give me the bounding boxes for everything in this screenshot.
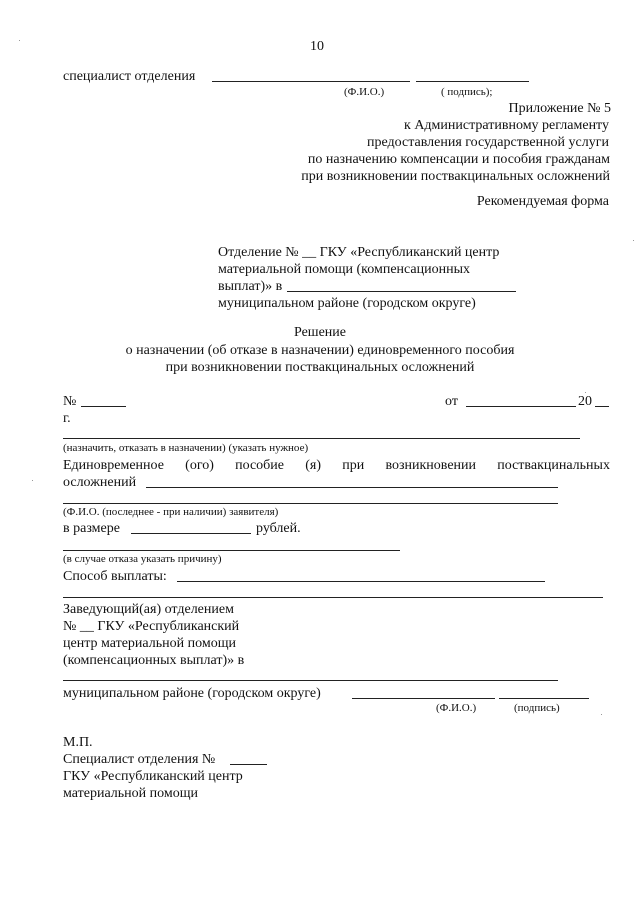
footer-line-3: материальной помощи xyxy=(63,786,198,801)
specialist-signature-line xyxy=(416,81,529,82)
lump-word: возникновении xyxy=(385,458,477,473)
appendix-title: Приложение № 5 xyxy=(508,101,611,116)
decision-subtitle-2: при возникновении поствакцинальных осложнений xyxy=(165,360,475,375)
appendix-line-5: при возникновении поствакцинальных осложнений xyxy=(301,169,610,184)
complications-label: осложнений xyxy=(63,475,137,490)
appendix-line-3: предоставления государственной услуги xyxy=(367,135,609,150)
lump-word: Единовременное xyxy=(63,458,164,473)
lump-sum-line xyxy=(63,457,610,474)
applicant-fio-caption: (Ф.И.О. (последнее - при наличии) заявителя) xyxy=(63,506,279,518)
year-prefix: 20 xyxy=(578,394,592,409)
lump-word: (я) xyxy=(305,458,322,473)
office-line-3: выплат)» в xyxy=(218,279,283,294)
rubles-label: рублей. xyxy=(256,521,301,536)
payment-line xyxy=(177,581,545,582)
scan-speck xyxy=(633,240,634,241)
footer-line-2: ГКУ «Республиканский центр xyxy=(63,769,243,784)
appendix-line-2: к Административному регламенту xyxy=(404,118,609,133)
amount-line xyxy=(131,533,251,534)
lump-word: (ого) xyxy=(185,458,214,473)
lump-word: при xyxy=(342,458,365,473)
head-signature-line xyxy=(499,698,589,699)
date-line xyxy=(466,406,576,407)
office-line-2: материальной помощи (компенсационных xyxy=(218,262,471,277)
head-fio-caption: (Ф.И.О.) xyxy=(436,702,477,714)
number-label: № xyxy=(63,394,77,409)
specialist-fio-caption: (Ф.И.О.) xyxy=(344,86,385,98)
head-fio-line xyxy=(352,698,495,699)
date-from-label: от xyxy=(445,394,458,409)
recommended-form: Рекомендуемая форма xyxy=(476,194,609,209)
specialist-label: специалист отделения xyxy=(63,69,196,84)
applicant-fio-line xyxy=(63,503,558,504)
number-line xyxy=(81,406,126,407)
head-line-3: центр материальной помощи xyxy=(63,636,236,651)
specialist-fio-line xyxy=(212,81,410,82)
amount-label: в размере xyxy=(63,521,120,536)
lump-word: пособие xyxy=(235,458,285,473)
office-line-1: Отделение № __ ГКУ «Республиканский центр xyxy=(218,245,500,260)
office-line-4: муниципальном районе (городском округе) xyxy=(218,296,476,311)
refusal-caption: (в случае отказа указать причину) xyxy=(63,553,222,565)
refusal-line xyxy=(63,550,400,551)
year-suffix: г. xyxy=(63,411,71,426)
assign-line xyxy=(63,438,580,439)
head-district-line xyxy=(63,680,558,681)
scan-speck xyxy=(19,40,20,41)
head-signature-caption: (подпись) xyxy=(514,702,560,714)
decision-title: Решение xyxy=(293,325,346,340)
payment-line-2 xyxy=(63,597,603,598)
scan-speck xyxy=(601,714,602,715)
page-number: 10 xyxy=(310,39,324,54)
scan-speck xyxy=(585,392,586,393)
lump-word: поствакцинальных xyxy=(497,458,610,473)
assign-caption: (назначить, отказать в назначении) (указать нужное) xyxy=(63,442,309,454)
year-line xyxy=(595,406,609,407)
appendix-line-4: по назначению компенсации и пособия гражданам xyxy=(307,152,610,167)
footer-line-1: Специалист отделения № xyxy=(63,752,216,767)
complications-line xyxy=(146,487,558,488)
specialist-signature-caption: ( подпись); xyxy=(441,86,493,98)
head-line-5: муниципальном районе (городском округе) xyxy=(63,686,321,701)
head-line-2: № __ ГКУ «Республиканский xyxy=(63,619,240,634)
head-line-1: Заведующий(ая) отделением xyxy=(63,602,234,617)
decision-subtitle-1: о назначении (об отказе в назначении) единовременного пособия xyxy=(125,343,515,358)
head-line-4: (компенсационных выплат)» в xyxy=(63,653,245,668)
stamp-mark: М.П. xyxy=(63,735,93,750)
office-municipality-line xyxy=(287,291,516,292)
scan-speck xyxy=(32,480,33,481)
footer-number-line xyxy=(230,764,267,765)
payment-label: Способ выплаты: xyxy=(63,569,167,584)
